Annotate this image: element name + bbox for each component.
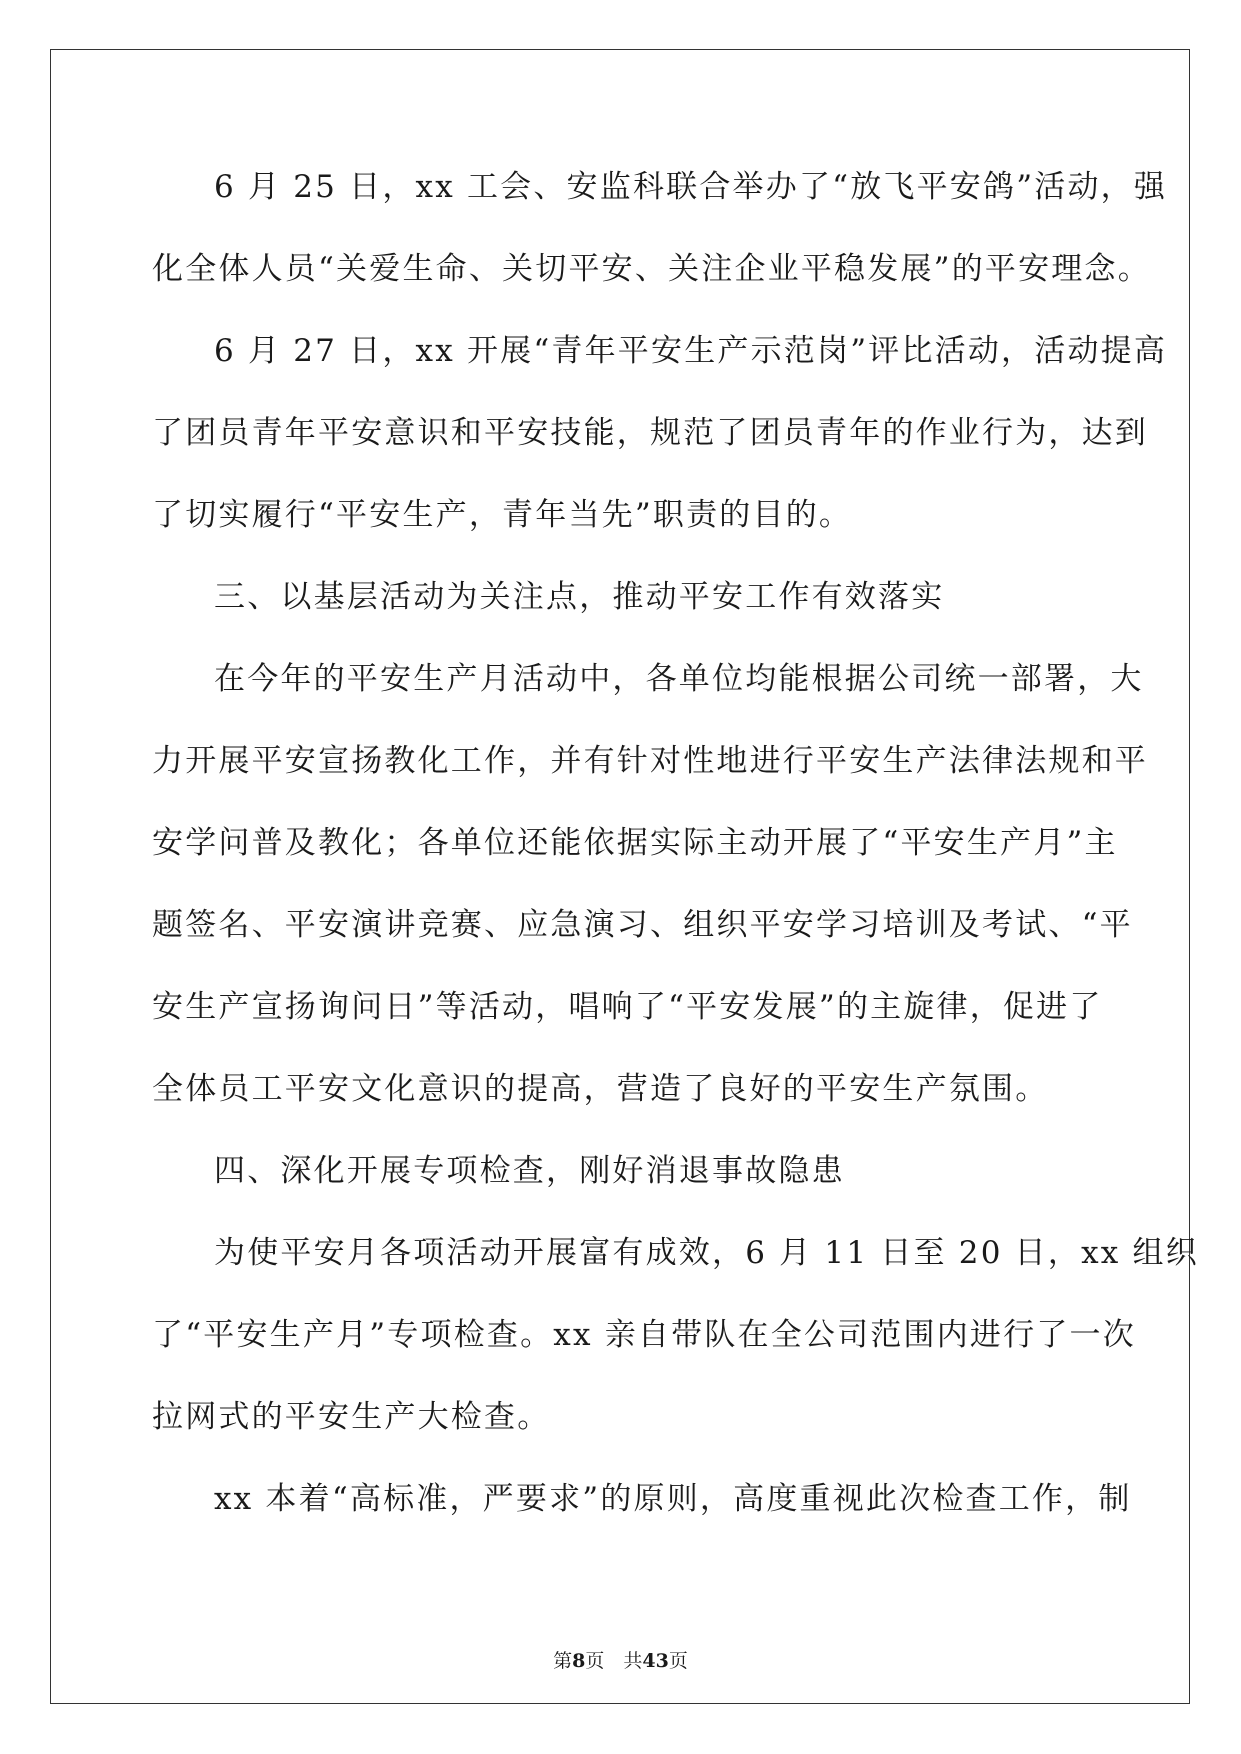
- document-body: [152, 160, 1199, 1554]
- text-line: 力开展平安宣扬教化工作，并有针对性地进行平安生产法律法规和平: [152, 743, 1148, 779]
- text-line: 四、深化开展专项检查，刚好消退事故隐患: [214, 1153, 845, 1189]
- text-line: 6 月 25 日，xx 工会、安监科联合举办了“放飞平安鸽”活动，强: [214, 169, 1168, 205]
- footer-suffix: 页: [668, 1650, 688, 1672]
- text-line: 了团员青年平安意识和平安技能，规范了团员青年的作业行为，达到: [152, 415, 1148, 451]
- text-line: 为使平安月各项活动开展富有成效，6 月 11 日至 20 日，xx 组织: [214, 1235, 1199, 1271]
- text-line: 题签名、平安演讲竞赛、应急演习、组织平安学习培训及考试、“平: [152, 907, 1133, 943]
- text-line: 安生产宣扬询问日”等活动，唱响了“平安发展”的主旋律，促进了: [152, 989, 1103, 1025]
- text-line: 在今年的平安生产月活动中，各单位均能根据公司统一部署，大: [214, 661, 1144, 697]
- footer-page-number: 8: [572, 1650, 586, 1672]
- footer-prefix: 第: [553, 1650, 573, 1672]
- text-line: 6 月 27 日，xx 开展“青年平安生产示范岗”评比活动，活动提高: [214, 333, 1168, 369]
- text-line: xx 本着“高标准，严要求”的原则，高度重视此次检查工作，制: [214, 1481, 1132, 1517]
- text-line: 拉网式的平安生产大检查。: [152, 1399, 551, 1435]
- text-line: 三、以基层活动为关注点，推动平安工作有效落实: [214, 579, 945, 615]
- footer-total-pages: 43: [642, 1650, 669, 1672]
- text-line: 化全体人员“关爱生命、关切平安、关注企业平稳发展”的平安理念。: [152, 251, 1151, 287]
- text-line: 安学问普及教化；各单位还能依据实际主动开展了“平安生产月”主: [152, 825, 1118, 861]
- text-line: 了切实履行“平安生产，青年当先”职责的目的。: [152, 497, 853, 533]
- footer-middle: 页 共: [585, 1650, 643, 1672]
- page-footer: [0, 1646, 1241, 1673]
- text-line: 了“平安生产月”专项检查。xx 亲自带队在全公司范围内进行了一次: [152, 1317, 1136, 1353]
- text-line: 全体员工平安文化意识的提高，营造了良好的平安生产氛围。: [152, 1071, 1049, 1107]
